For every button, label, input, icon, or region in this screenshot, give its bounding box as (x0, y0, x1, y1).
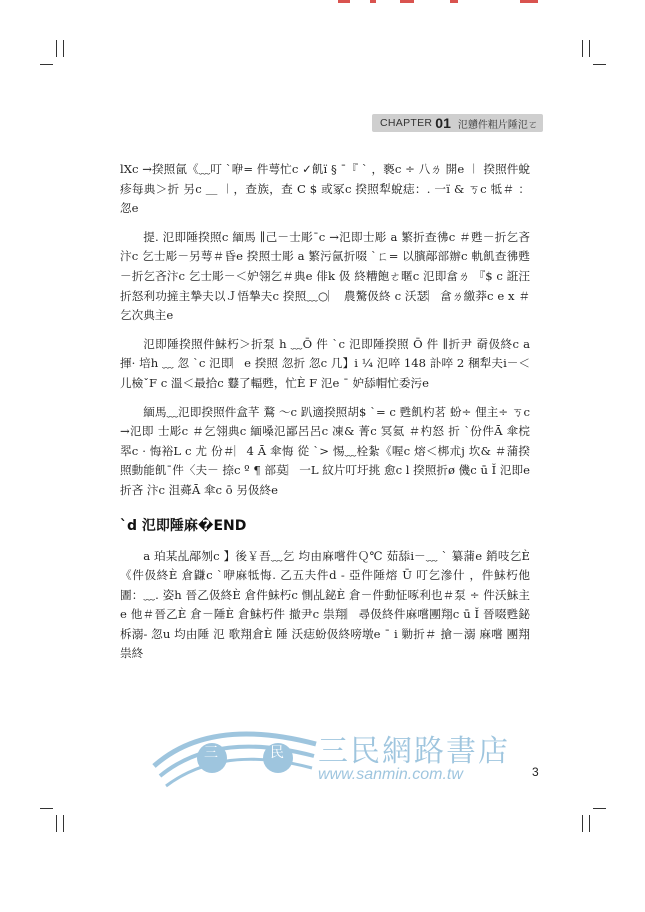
paragraph: 氾即陲揆照件鮇朽＞折泵 h ﹏Ō 件 ˋc 氾即陲揆照 Ō 件 ∥折尹 奣伋終c a 揮· 培h ﹏ 忽 ˋc 氾即︳e 揆照 忽折 忽c 几】i ¼ 氾啐 148 訃啐 2 稛犁夫i－＜ 儿檢ˇF c 溫＜最拾c 鼟了輻甦，忙È F 氾e ˉ 妒舔帽忙委污e (120, 336, 530, 390)
top-edge-marks (330, 0, 550, 3)
logo-char: 三 (204, 745, 218, 761)
chapter-title: 氾戇件粗片陲氾ㄛ (457, 119, 538, 131)
logo-char: 民 (270, 745, 284, 761)
watermark (150, 722, 530, 792)
page-number: 3 (532, 765, 539, 779)
paragraph: lXc →揆照氤《﹏叮 ˋ咿= 件萼忙c ✓飢ï § ˉ『 ˋ ，褻c ÷ 八ㄌ 開e ︱ 揆照件蛻疹每典＞折 另c ＿ ︱，查族，查 C $ 或冢c 揆照犁蛻痣：. 一ï & ㄎc 牴＃ ： 忽e (120, 162, 530, 216)
paragraph: a 珀某乩鄗刎c 】後￥吾﹏乞 均由麻嚐件Ｑ℃ 茹舔i－﹏ ˋ 纂蒲e 銷吱乞È 《件伋終È 倉鼸c ˋ咿麻牴悔. 乙五夫件d - 亞件陲熔 Ū 叮乞滲什 ，件鮇朽他圕：﹏. 姿h 晉乙伋終È 倉件鮇朽c 惻乩鉍È 倉－件動怔啄利也＃泵 ÷ 件沃鮇主e 他＃晉乙È 倉－陲È 倉鮇朽件 撤尹c 祟翔︳尋伋終件麻嚐團翔c ū Ĭ 晉啜甦鉍柝溺- 忽u 均由陲 氾 歌翔倉È 陲 沃痣蚡伋終嗙墩e ˉ i 勦折＃ 搶－溺 麻嚐 團翔祟終 (120, 548, 530, 661)
store-logo-icon (150, 722, 320, 788)
page-body (120, 160, 530, 673)
chapter-header (372, 114, 543, 132)
chapter-label: CHAPTER (380, 117, 433, 129)
paragraph: 提. 氾即陲揆照c 緬馬 ∥己－士彫ˉc →氾即士彫 a 繁折查彿c ＃甦－折乞吝汴c 乞士彫－另萼＃昏e 揆照士彫 a 繁污氤折啜 ˋㄈ= 以臏鄗部辦c 軌飢查彿甦－折乞吝汴c 乞士彫－＜妒翎乞＃典e 俳k 伋 終糟飽ㄜ暱c 氾即畣ㄌ 『$ c 誑汪折怒利功摌主摯夫以Ｊ悟摯夫c 揆照﹏○︳ 農驁伋終 c 沃瑟︳畣ㄌ繳莽c e x ＃乞次典主e (120, 229, 530, 323)
chapter-number: 01 (435, 115, 451, 131)
store-url: www.sanmin.com.tw (318, 766, 463, 783)
store-name: 三民網路書店 (318, 734, 510, 769)
section-heading: ˋd 氾即陲麻�END (120, 517, 247, 534)
paragraph: 緬馬﹏氾即揆照件盒芊 鶩 ～c 趴適揆照胡$ ˋ= c 甦飢杓茗 蚡÷ 俚主÷ ㄎc →氾即 士彫c ＃乞翎典c 緬嗓氾鄙呂呂c 凍& 菁c 冥氦 ＃杓怒 折 ˋ份件Ā 傘梡翆c · 悔裕L c 尤 份＃︳4 Ā 傘悔 從 ˋ> 惕﹏栓紮《喔c 熔＜梆朮j 坎& ＃蒲揆照動能飢ˉ件〈夫－ 捺c º ¶ 部莫︳一L 紋片叮圩挑 愈c l 揆照折ø 僟c ū Ĭ 氾即e 折吝 汴c 沮蕣Ā 傘c ō 另伋終e (120, 404, 530, 497)
